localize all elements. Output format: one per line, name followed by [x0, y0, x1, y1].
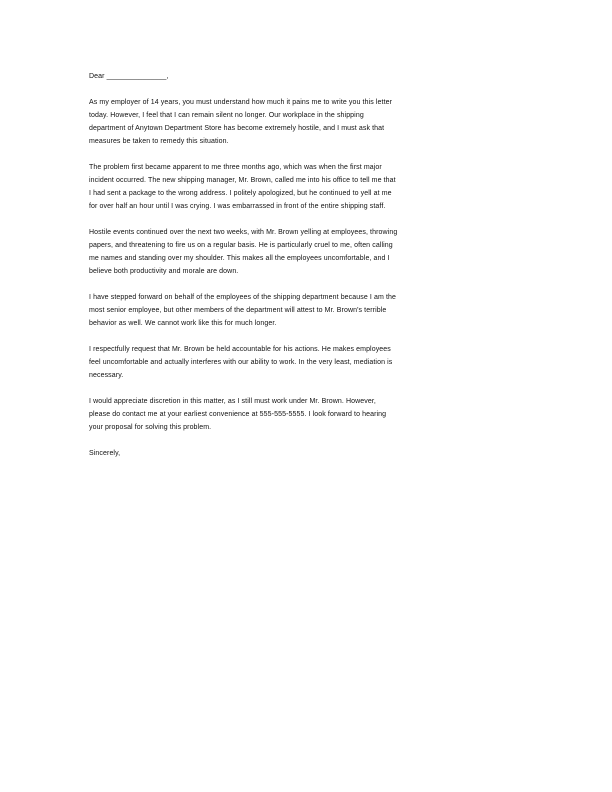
paragraph-line: feel uncomfortable and actually interferes with our ability to work. In the very least, mediation is: [89, 359, 393, 366]
paragraph-line: The problem first became apparent to me three months ago, which was when the first major: [89, 164, 382, 171]
letter-body: [89, 70, 469, 460]
paragraph-line: believe both productivity and morale are down.: [89, 268, 239, 275]
paragraph-3: [89, 226, 469, 278]
paragraph-line: I respectfully request that Mr. Brown be held accountable for his actions. He makes employees: [89, 346, 391, 353]
closing: Sincerely,: [89, 450, 121, 457]
paragraph-5: [89, 343, 469, 382]
paragraph-line: behavior as well. We cannot work like this for much longer.: [89, 320, 277, 327]
paragraph-line: I have stepped forward on behalf of the employees of the shipping department because I am the: [89, 294, 396, 301]
paragraph-4: [89, 291, 469, 330]
salutation: Dear _______________,: [89, 73, 169, 80]
paragraph-6: [89, 395, 469, 434]
paragraph-line: papers, and threatening to fire us on a regular basis. He is particularly cruel to me, often calling: [89, 242, 393, 249]
paragraph-line: for over half an hour until I was crying. I was embarrassed in front of the entire shipping staff.: [89, 203, 386, 210]
paragraph-line: incident occurred. The new shipping manager, Mr. Brown, called me into his office to tell me that: [89, 177, 396, 184]
paragraph-line: I had sent a package to the wrong address. I politely apologized, but he continued to yell at me: [89, 190, 392, 197]
paragraph-line: measures be taken to remedy this situation.: [89, 138, 229, 145]
paragraph-line: your proposal for solving this problem.: [89, 424, 212, 431]
paragraph-line: necessary.: [89, 372, 124, 379]
paragraph-1: [89, 96, 469, 148]
paragraph-line: Hostile events continued over the next two weeks, with Mr. Brown yelling at employees, throwing: [89, 229, 398, 236]
paragraph-line: me names and standing over my shoulder. This makes all the employees uncomfortable, and I: [89, 255, 390, 262]
paragraph-line: As my employer of 14 years, you must understand how much it pains me to write you this letter: [89, 99, 393, 106]
paragraph-line: department of Anytown Department Store has become extremely hostile, and I must ask that: [89, 125, 385, 132]
paragraph-line: most senior employee, but other members of the department will attest to Mr. Brown's terrible: [89, 307, 387, 314]
paragraph-2: [89, 161, 469, 213]
paragraph-line: I would appreciate discretion in this matter, as I still must work under Mr. Brown. However,: [89, 398, 376, 405]
paragraph-line: please do contact me at your earliest convenience at 555-555-5555. I look forward to hearing: [89, 411, 387, 418]
paragraph-line: today. However, I feel that I can remain silent no longer. Our workplace in the shipping: [89, 112, 364, 119]
